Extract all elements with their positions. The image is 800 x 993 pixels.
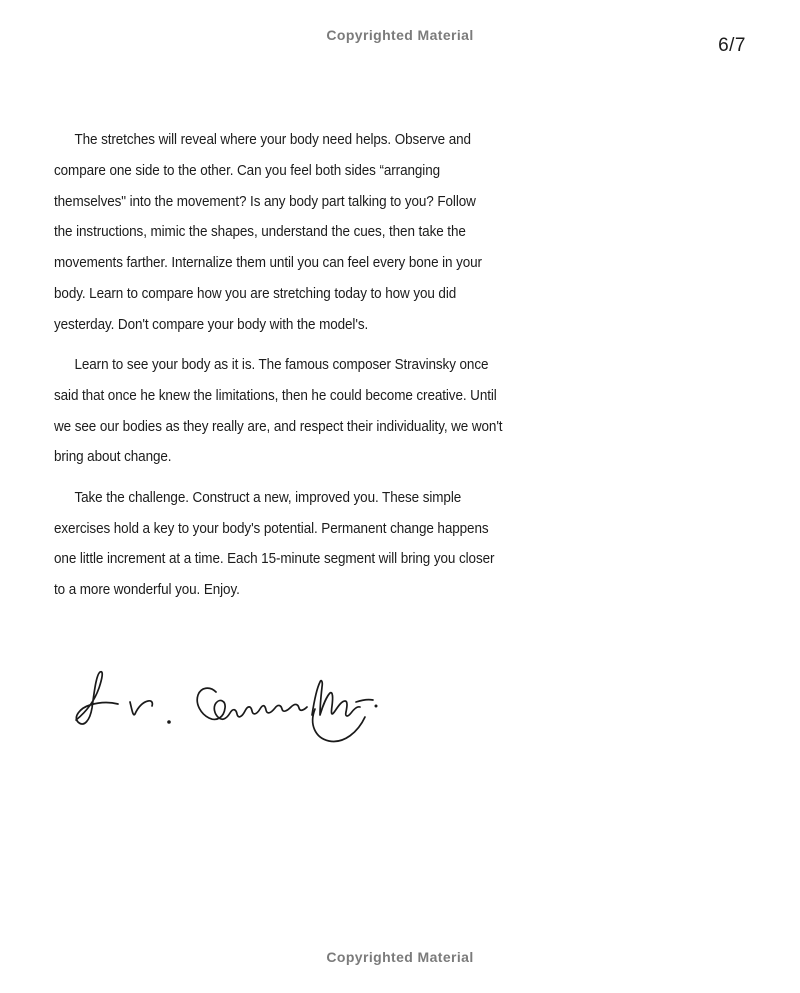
signature-stroke-martin <box>312 681 360 716</box>
signature-handwritten <box>68 660 378 755</box>
copyright-notice-top: Copyrighted Material <box>326 27 474 43</box>
paragraph-2: Learn to see your body as it is. The famous composer Stravinsky once said that once he knew the limitations, then he could become creative. Until we see our bodies as they really are, and respect their individuality, we won't bring about change. <box>54 357 503 466</box>
signature-stroke-r <box>130 701 152 715</box>
paragraph-1: The stretches will reveal where your body need helps. Observe and compare one side to the other. Can you feel both sides “arranging themselves" into the movement? Is any body part talking to you? Follow the instructions, mimic the shapes, understand the cues, then take the movements farther. Internalize them until you can feel every bone in your body. Learn to compare how you are stretching today to how you did yesterday. Don't compare your body with the model's. <box>54 132 482 333</box>
signature-stroke-d <box>76 672 118 724</box>
signature-period-dot <box>167 720 171 724</box>
signature-stroke-suzanne <box>197 688 307 719</box>
copyright-notice-bottom: Copyrighted Material <box>326 949 474 965</box>
body-text <box>54 125 649 615</box>
signature-end-dot <box>375 705 378 708</box>
page-indicator: 6/7 <box>718 35 746 56</box>
paragraph-3: Take the challenge. Construct a new, improved you. These simple exercises hold a key to your body's potential. Permanent change happens one little increment at a time. Each 15-minute segment will bring you closer to a more wonderful you. Enjoy. <box>54 489 495 599</box>
signature-stroke-dash <box>356 700 373 702</box>
